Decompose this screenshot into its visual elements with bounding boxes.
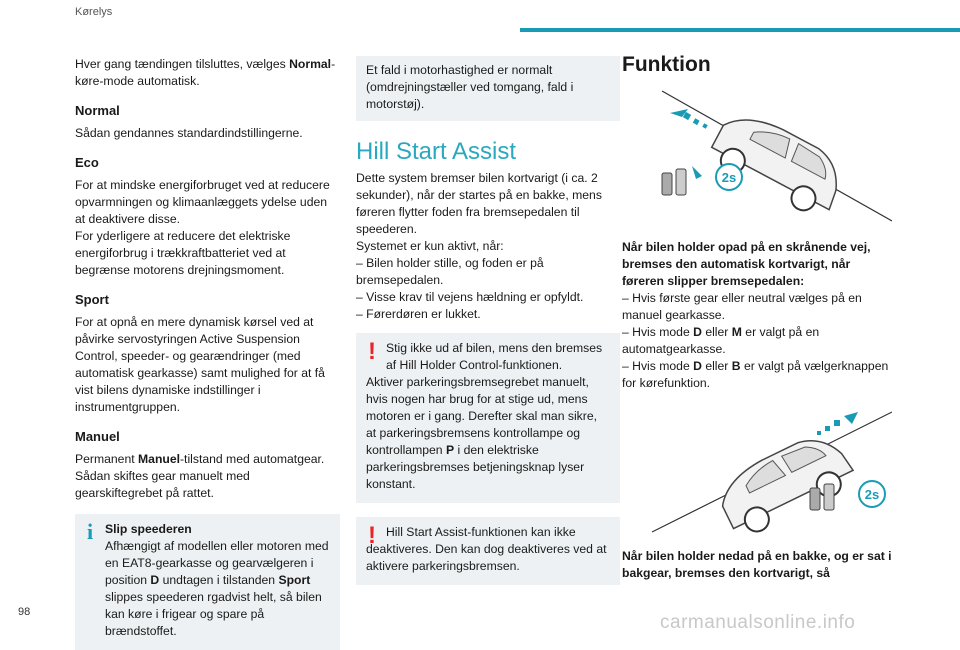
function-title: Funktion: [622, 53, 711, 76]
timer-badge-2: 2s: [864, 487, 880, 502]
uphill-item-3: – Hvis mode D eller B er valgt på vælgerknappen for kørefunktion.: [622, 359, 889, 390]
normal-text: Sådan gendannes standardindstillingerne.: [75, 126, 303, 140]
warning-1-first: Stig ikke ud af bilen, mens den bremses af Hill Holder Control-funktionen.: [386, 341, 603, 372]
manuel-text: Permanent Manuel-tilstand med automatgear. Sådan skiftes gear manuelt med gearskiftegrebet på rattet.: [75, 452, 325, 500]
eco-text-1: For at mindske energiforbruget ved at reducere opvarmningen og klimaanlæggets ydelse uden at deaktivere disse.: [75, 178, 330, 226]
condition-item-1: – Bilen holder stille, og foden er på bremsepedalen.: [356, 256, 544, 287]
sport-heading: Sport: [75, 292, 109, 307]
uphill-text: Når bilen holder opad på en skrånende vej, bremses den automatisk kortvarigt, når føreren slipper bremsepedalen:: [622, 240, 871, 288]
hill-start-title: Hill Start Assist: [356, 138, 517, 165]
warning-icon: !: [368, 338, 376, 365]
intro-paragraph: Hver gang tændingen tilsluttes, vælges Normal-køre-mode automatisk.: [75, 57, 336, 88]
normal-heading: Normal: [75, 103, 120, 118]
hill-start-conditions: Systemet er kun aktivt, når:: [356, 239, 504, 253]
warning-2-text: Hill Start Assist-funktionen kan ikke deaktiveres. Den kan dog deaktiveres ved at aktivere parkeringsbremsen.: [366, 525, 607, 573]
page-number: 98: [18, 606, 31, 618]
column-right: [622, 53, 892, 582]
header-accent-bar: [520, 28, 960, 32]
warning-box-1: [356, 333, 620, 503]
uphill-car-illustration: [622, 81, 892, 231]
timer-badge-1: 2s: [721, 170, 737, 185]
column-left: [75, 56, 340, 650]
condition-item-3: – Førerdøren er lukket.: [356, 307, 481, 321]
section-header: Kørelys: [75, 6, 113, 18]
condition-item-2: – Visse krav til vejens hældning er opfyldt.: [356, 290, 584, 304]
info-icon: i: [87, 519, 94, 544]
arrow-up-left-icon: [670, 109, 708, 129]
info-text: Afhængigt af modellen eller motoren med en EAT8-gearkasse og gearvælgeren i position D undtagen i tilstanden Sport slippes speederen rgadvist helt, så bilen kan køre i frigear og spare på brændstoffet.: [105, 539, 329, 638]
column-middle: [356, 56, 620, 585]
car-icon: [712, 426, 859, 541]
continuation-box: [356, 56, 620, 121]
car-icon: [705, 104, 852, 222]
pedal-icon: [662, 166, 702, 195]
hill-start-intro: Dette system bremser bilen kortvarigt (i ca. 2 sekunder), når der startes på en bakke, mens føreren flytter foden fra bremsepedalen til speederen.: [356, 171, 602, 236]
uphill-item-2: – Hvis mode D eller M er valgt på en automatgearkasse.: [622, 325, 820, 356]
eco-text-2: For yderligere at reducere det elektriske energiforbrug i trækkraftbatteriet ved at begrænse motorens drejningsmoment.: [75, 229, 291, 277]
continuation-text: Et fald i motorhastighed er normalt (omdrejningstæller ved tomgang, fald i motorstøj).: [366, 63, 574, 111]
downhill-car-illustration: [622, 402, 892, 542]
sport-text: For at opnå en mere dynamisk kørsel ved at påvirke servostyringen Active Suspension Control, speeder- og gearændringer (med automatisk gearkasse) samt mulighed for at få vist bilens dynamiske indstillinger i instrumentgruppen.: [75, 315, 325, 414]
info-box-release-accelerator: [75, 514, 340, 650]
info-title: Slip speederen: [105, 522, 192, 536]
manuel-heading: Manuel: [75, 429, 120, 444]
warning-box-2: [356, 517, 620, 585]
warning-1-rest: Aktiver parkeringsbremsegrebet manuelt, hvis nogen har brug for at stige ud, mens motoren er i gang. Derefter skal man sikre, at parkeringsbremsens kontrollampe og kontrollampen P i den elektriske parkeringsbremses betjeningsknap lyser konstant.: [366, 375, 597, 491]
eco-heading: Eco: [75, 155, 99, 170]
watermark: carmanualsonline.info: [660, 612, 856, 633]
warning-icon: !: [368, 522, 376, 549]
uphill-item-1: – Hvis første gear eller neutral vælges på en manuel gearkasse.: [622, 291, 862, 322]
downhill-text: Når bilen holder nedad på en bakke, og er sat i bakgear, bremses den kortvarigt, så: [622, 549, 892, 580]
